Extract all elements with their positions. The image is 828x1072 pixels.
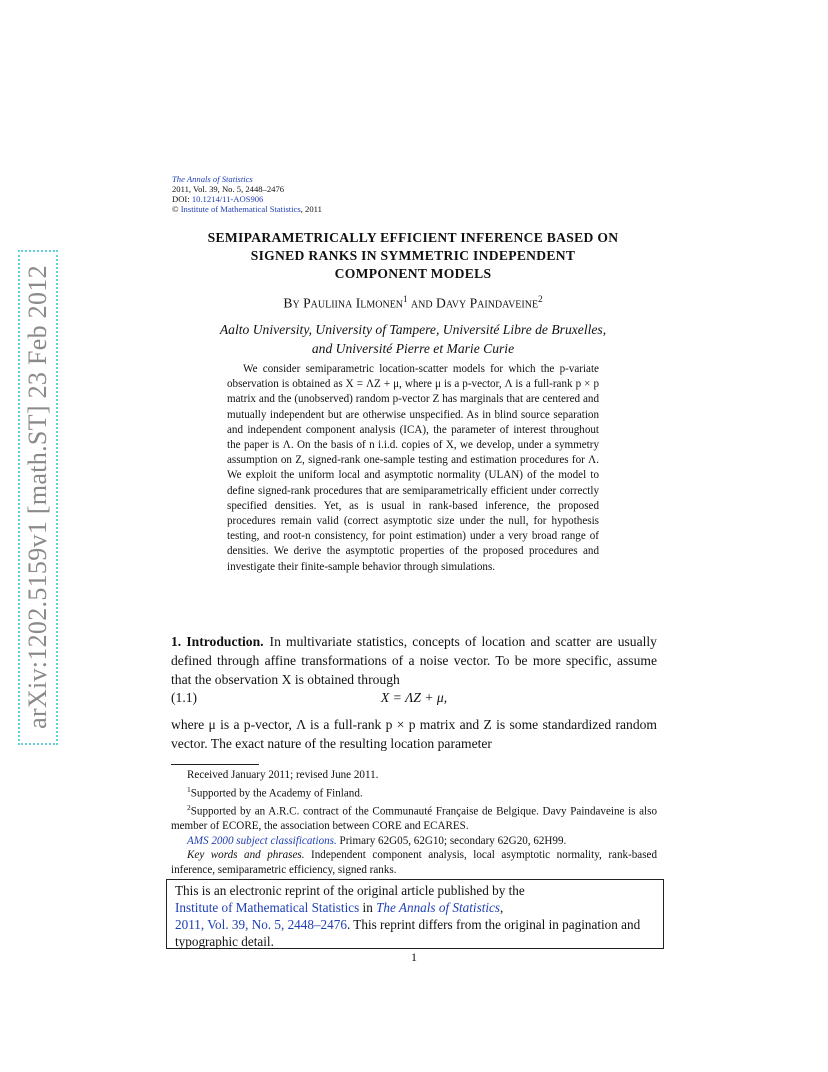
- affiliations: [160, 320, 666, 358]
- reprint-rest: . This reprint differs from the original in pagination and typographic detail.: [175, 917, 641, 949]
- reprint-comma: ,: [500, 900, 504, 915]
- doi-prefix: DOI:: [172, 194, 192, 204]
- title-line-1: SEMIPARAMETRICALLY EFFICIENT INFERENCE BASED ON: [207, 230, 619, 245]
- ams-link[interactable]: AMS 2000 subject classifications.: [187, 834, 337, 847]
- journal-copyright: [172, 204, 322, 214]
- page-number: 1: [411, 950, 417, 964]
- affiliation-line-1: Aalto University, University of Tampere, Université Libre de Bruxelles,: [219, 322, 607, 337]
- author-and: and: [407, 295, 436, 311]
- author-1-footnote-mark: 1: [403, 294, 408, 304]
- affiliation-line-2: and Université Pierre et Marie Curie: [311, 341, 515, 356]
- journal-name[interactable]: The Annals of Statistics: [172, 174, 253, 184]
- equation-body: X = ΛZ + μ,: [380, 690, 448, 705]
- reprint-in: in: [359, 900, 377, 915]
- reprint-publisher-link[interactable]: Institute of Mathematical Statistics: [175, 900, 360, 915]
- keywords: [171, 848, 657, 877]
- title-line-2: SIGNED RANKS IN SYMMETRIC INDEPENDENT: [250, 248, 576, 263]
- reprint-notice: [166, 879, 664, 949]
- author-line: [160, 294, 666, 312]
- author-1: Pauliina Ilmonen: [303, 295, 404, 311]
- copyright-icon: ©: [172, 204, 179, 214]
- arxiv-stamp[interactable]: arXiv:1202.5159v1 [math.ST] 23 Feb 2012: [23, 265, 52, 729]
- journal-doi-line: [172, 194, 322, 204]
- footnote-divider: [171, 764, 259, 765]
- author-2: Davy Paindaveine: [436, 295, 539, 311]
- introduction-text: In multivariate statistics, concepts of location and scatter are usually defined through affine transformations of a noise vector. To be more specific, assume that the observation X is obtained through: [171, 634, 657, 687]
- keywords-label: Key words and phrases.: [187, 849, 305, 862]
- equation-number: (1.1): [171, 690, 198, 705]
- footnote-2-text: Supported by an A.R.C. contract of the Communauté Française de Belgique. Davy Paindaveine is also member of ECORE, the association between CORE and ECARES.: [171, 805, 657, 833]
- footnote-1-text: Supported by the Academy of Finland.: [190, 787, 363, 800]
- doi-link[interactable]: 10.1214/11-AOS906: [191, 194, 264, 204]
- footnote-2-mark: 2: [187, 802, 191, 812]
- post-equation-paragraph: where μ is a p-vector, Λ is a full-rank p × p matrix and Z is some standardized random vector. The exact nature of the resulting location parameter: [171, 717, 657, 751]
- footnote-2: [171, 801, 657, 834]
- abstract: We consider semiparametric location-scatter models for which the p-variate observation is obtained as X = ΛZ + μ, where μ is a p-vector, Λ is a full-rank p × p matrix and the (unobserved) random p-vector Z has marginals that are centered and mutually independent but are otherwise unspecified. As in blind source separation and independent component analysis (ICA), the parameter of interest throughout the paper is Λ. On the basis of n i.i.d. copies of X, we develop, under a symmetry assumption on Z, signed-rank one-sample testing and estimation procedures for Λ. We exploit the uniform local and asymptotic normality (ULAN) of the model to define signed-rank procedures that are semiparametrically efficient under correctly specified densities. Yet, as is usual in rank-based inference, the proposed procedures remain valid (correct asymptotic size under the null, for hypothesis testing, and root-n consistency, for point estimation) under a very broad range of densities. We derive the asymptotic properties of the proposed procedures and investigate their finite-sample behavior through simulations.: [227, 363, 599, 573]
- ams-classification: [171, 834, 657, 849]
- paper-title: [160, 229, 666, 283]
- title-line-3: COMPONENT MODELS: [334, 266, 492, 281]
- received-note: Received January 2011; revised June 2011.: [187, 769, 379, 781]
- section-heading: 1. Introduction.: [171, 634, 264, 649]
- reprint-volume-link[interactable]: 2011, Vol. 39, No. 5, 2448–2476: [175, 917, 347, 932]
- reprint-journal-link[interactable]: The Annals of Statistics: [376, 900, 501, 915]
- footnote-1: [171, 783, 657, 801]
- reprint-intro: This is an electronic reprint of the original article published by the: [175, 883, 525, 898]
- arxiv-sidebar: [16, 250, 60, 745]
- footnote-1-mark: 1: [187, 784, 191, 794]
- journal-volume: 2011, Vol. 39, No. 5, 2448–2476: [172, 184, 285, 194]
- publisher-link[interactable]: Institute of Mathematical Statistics: [180, 204, 301, 214]
- author-2-footnote-mark: 2: [538, 294, 543, 304]
- keywords-text: Independent component analysis, local asymptotic normality, rank-based inference, semiparametric efficiency, signed ranks.: [171, 849, 657, 876]
- copyright-year: , 2011: [300, 204, 322, 214]
- journal-header: [172, 174, 322, 214]
- ams-codes: Primary 62G05, 62G10; secondary 62G20, 62H99.: [336, 834, 567, 847]
- footnotes: [171, 768, 657, 878]
- introduction-paragraph: [171, 632, 657, 689]
- equation-1-1: [171, 690, 657, 710]
- author-by: By: [283, 295, 304, 311]
